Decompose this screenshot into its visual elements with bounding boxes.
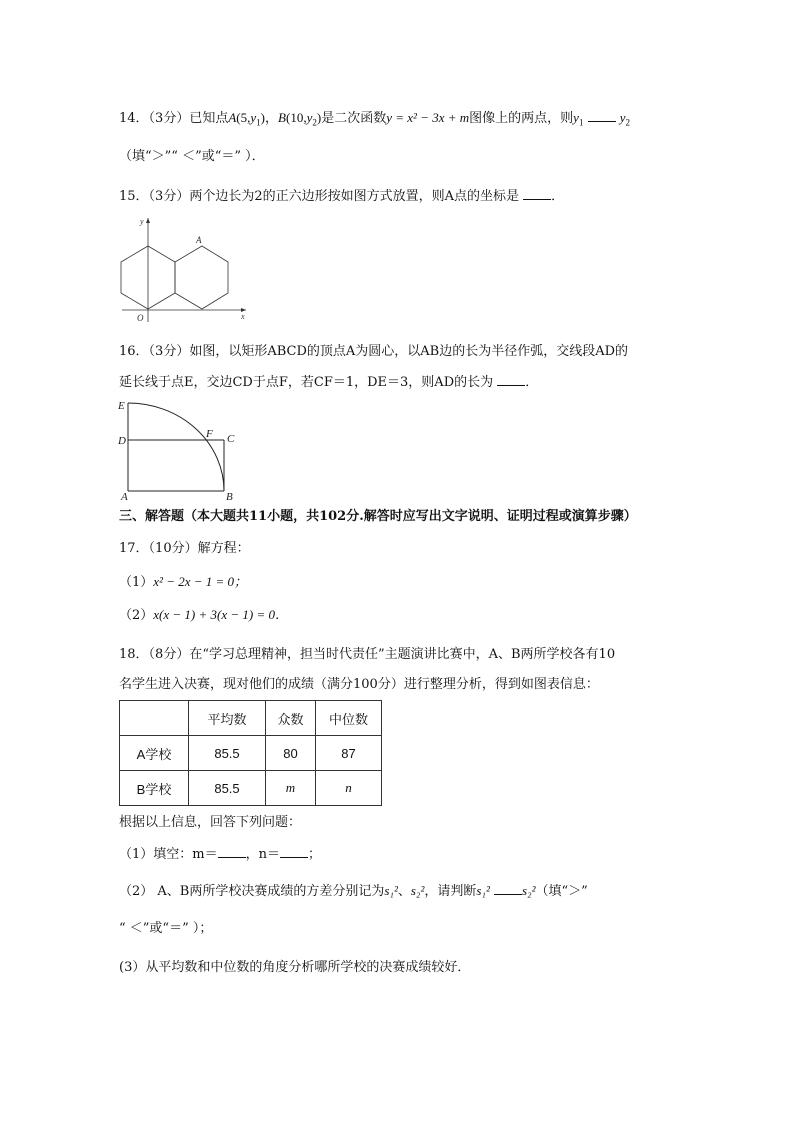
q14-y2: $y_2$ <box>619 110 630 128</box>
q17-part2 <box>119 606 288 625</box>
q14-answer-blank[interactable] <box>588 109 616 122</box>
q14-score: （3分） <box>148 111 190 126</box>
q17-part1-label: （1） <box>119 575 154 590</box>
q15-hexagon-figure <box>110 212 250 327</box>
score-table <box>119 700 382 806</box>
q14-comma: ， <box>265 111 279 126</box>
table-row <box>120 736 382 771</box>
q18-part2-tail: （填“＞” <box>535 884 588 899</box>
q16-period: ． <box>525 375 539 390</box>
q16-answer-blank[interactable] <box>497 373 525 386</box>
label-e: E <box>118 400 125 412</box>
table-cell: n <box>316 771 382 806</box>
table-header-cell <box>120 701 189 736</box>
q18-part3: (3）从平均数和中位数的角度分析哪所学校的决赛成绩较好． <box>119 960 471 975</box>
q17-part2-equation: x(x − 1) + 3(x − 1) = 0． <box>153 607 288 622</box>
q18-part1 <box>119 845 321 864</box>
q18-sep: 、 <box>397 884 411 899</box>
axis-label-x: x <box>241 312 245 321</box>
q14-text-3: 图像上的两点，则 <box>469 111 574 126</box>
arc-eb <box>128 403 224 491</box>
q16-line1: 16．（3分）如图，以矩形ABCD的顶点A为圆心，以AB边的长为半径作弧，交线段AD的 <box>119 344 629 359</box>
q16-question: 延长线于点E，交边CD于点F，若CF＝1，DE＝3，则AD的长为 <box>119 375 494 390</box>
q18-part1-mid: ，n＝ <box>245 847 280 862</box>
q15-text <box>119 187 564 206</box>
q14-equation: y = x² − 3x + m <box>386 110 470 125</box>
q18-variance-1: s₁² <box>384 883 398 898</box>
q18-info: 根据以上信息，回答下列问题： <box>119 815 302 830</box>
q18-part2-line2: “ ＜”或“＝” ）； <box>119 921 213 936</box>
table-cell: 87 <box>316 736 382 771</box>
q17-title: 17．（10分）解方程： <box>119 541 250 556</box>
table-cell: 80 <box>266 736 316 771</box>
q18-compare-blank[interactable] <box>494 882 522 895</box>
label-c: C <box>227 433 235 445</box>
origin-label: O <box>137 313 144 323</box>
q18-variance-1b: s₁² <box>476 883 490 898</box>
q14-point-b: $B(10,y_2)$ <box>278 110 322 128</box>
point-a-label: A <box>196 235 202 245</box>
label-d: D <box>118 435 126 447</box>
table-cell: 85.5 <box>189 771 266 806</box>
table-cell: 85.5 <box>189 736 266 771</box>
q14-text-1: 已知点 <box>189 111 229 126</box>
q18-line1: 18．（8分）在“学习总理精神，担当时代责任”主题演讲比赛中，A、B两所学校各有10 <box>119 647 616 662</box>
q14-text-2: 是二次函数 <box>321 111 387 126</box>
q14-line2: （填“＞”“ ＜”或“＝” ）． <box>119 149 265 164</box>
table-cell: B学校 <box>120 771 189 806</box>
right-hexagon <box>175 246 228 309</box>
label-f: F <box>206 428 213 440</box>
q17-part2-label: （2） <box>119 608 154 623</box>
q18-variance-2: s₂² <box>410 883 425 898</box>
q15-question: 15．（3分）两个边长为2的正六边形按如图方式放置，则A点的坐标是 <box>119 189 519 204</box>
table-header-cell: 平均数 <box>189 701 266 736</box>
table-header-cell: 中位数 <box>316 701 382 736</box>
q18-part2-text: （2） A、B两所学校决赛成绩的方差分别记为 <box>119 884 385 899</box>
q18-variance-2b: s₂² <box>521 883 536 898</box>
q18-n-blank[interactable] <box>280 845 308 858</box>
q14-line1 <box>119 109 630 132</box>
table-row <box>120 771 382 806</box>
q18-part2 <box>119 882 588 901</box>
q15-answer-blank[interactable] <box>523 187 551 200</box>
q18-part1-text: （1）填空：m＝ <box>119 847 218 862</box>
q14-point-a: $A(5,y_1)$ <box>228 110 266 128</box>
q16-line2 <box>119 373 538 392</box>
label-a: A <box>121 491 128 503</box>
q17-part1-equation: x² − 2x − 1 = 0； <box>153 574 248 589</box>
section-3-heading: 三、解答题（本大题共11小题，共102分.解答时应写出文字说明、证明过程或演算步骤） <box>119 509 637 524</box>
q18-part1-end: ； <box>307 847 321 862</box>
y-axis-arrow <box>146 218 150 223</box>
q14-number: 14． <box>119 111 149 126</box>
axis-label-y: y <box>140 217 144 226</box>
q18-m-blank[interactable] <box>218 845 246 858</box>
q16-rectangle-arc-figure <box>115 393 245 503</box>
table-header-row <box>120 701 382 736</box>
q18-part2-mid: ，请判断 <box>424 884 477 899</box>
table-cell: A学校 <box>120 736 189 771</box>
label-b: B <box>226 491 233 503</box>
q18-line2: 名学生进入决赛，现对他们的成绩（满分100分）进行整理分析，得到如图表信息： <box>119 677 599 692</box>
q14-y1: $y_1$ <box>573 110 584 128</box>
table-header-cell: 众数 <box>266 701 316 736</box>
table-cell: m <box>266 771 316 806</box>
q17-part1 <box>119 573 247 592</box>
q15-period: ． <box>551 189 565 204</box>
